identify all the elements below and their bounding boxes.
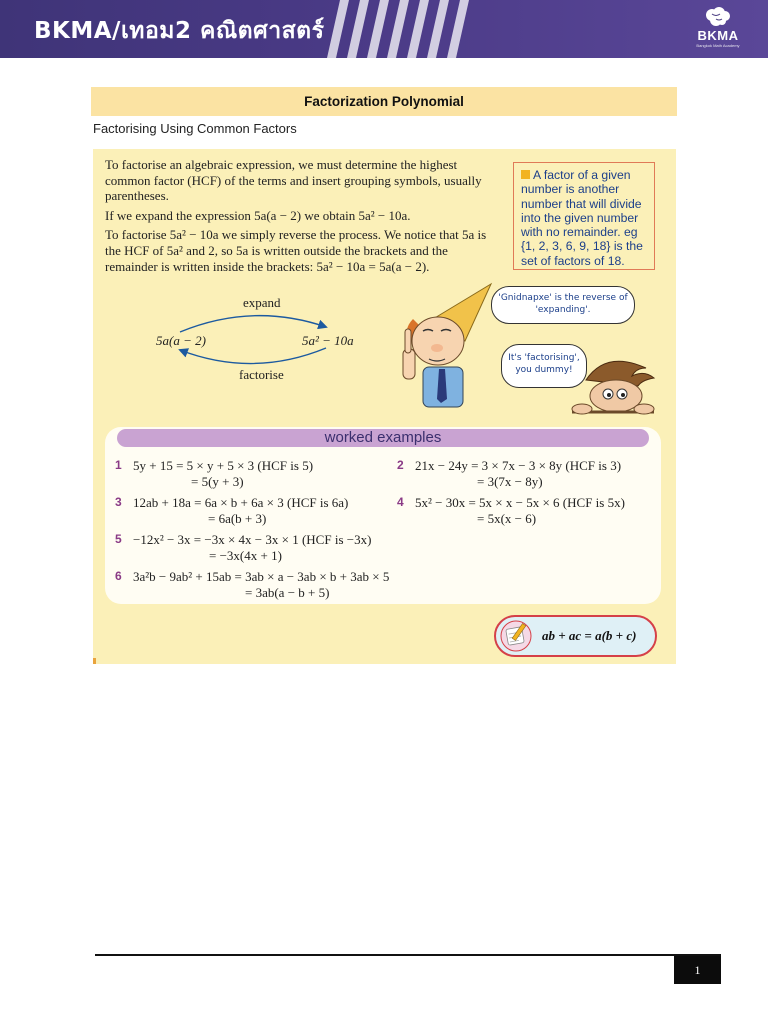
intro-paragraph-1: To factorise an algebraic expression, we must determine the highest common factor (HCF) of the terms and insert grouping symbols, usually parentheses. [105,157,482,204]
example-number: 1 [115,458,122,472]
example-line-2: = 6a(b + 3) [208,510,267,526]
example-number: 6 [115,569,122,583]
worked-examples-title: worked examples [324,429,442,446]
example-number: 4 [397,495,404,509]
left-expression: 5a(a − 2) [156,333,206,348]
subtopic-heading: Factorising Using Common Factors [93,121,297,136]
expand-arrow [180,316,326,332]
brain-icon [688,6,748,30]
example-line-2: = −3x(4x + 1) [209,547,282,563]
distributive-identity-pill [494,615,657,657]
page-number: 1 [674,956,721,984]
right-expression: 5a² − 10a [302,333,354,348]
expand-factorise-diagram [148,292,368,387]
panel-edge-mark [93,658,96,664]
banner-title: BKMA/เทอม2 คณิตศาสตร์ [34,18,325,44]
example-line-2: = 5(y + 3) [191,473,244,489]
cartoon-teacher-figure [393,279,498,414]
square-bullet-icon [521,170,530,179]
factorise-label: factorise [239,367,284,382]
example-line-2: = 3ab(a − b + 5) [245,584,330,600]
textbook-panel [93,149,676,664]
header-banner [0,0,768,58]
worked-examples-box [105,427,661,604]
speech-bubble-reverse: 'Gnidnapxe' is the reverse of 'expanding'. [491,286,635,324]
footer-rule [95,954,721,956]
example-line-1: 21x − 24y = 3 × 7x − 3 × 8y (HCF is 3) [415,458,622,473]
example-line-1: −12x² − 3x = −3x × 4x − 3x × 1 (HCF is −3x) [133,532,372,547]
example-number: 5 [115,532,122,546]
logo-subtext: Bangkok Math Academy [696,43,740,48]
cartoon-peeking-figure [568,354,658,416]
factorise-arrow [180,348,326,364]
topic-bar [91,87,677,116]
topic-title: Factorization Polynomial [304,94,464,109]
intro-text [105,157,497,278]
distributive-identity: ab + ac = a(b + c) [542,628,637,643]
factor-definition-box [513,162,655,270]
example-line-1: 12ab + 18a = 6a × b + 6a × 3 (HCF is 6a) [133,495,349,510]
example-number: 3 [115,495,122,509]
speech-bubble-factorising: It's 'factorising', you dummy! [501,344,587,388]
bkma-logo [688,6,748,52]
intro-paragraph-2: If we expand the expression 5a(a − 2) we obtain 5a² − 10a. [105,207,411,223]
example-number: 2 [397,458,404,472]
pencil-note-icon [499,619,533,653]
logo-text: BKMA [697,28,739,43]
intro-paragraph-3: To factorise 5a² − 10a we simply reverse the process. We notice that 5a is the HCF of 5a² and 2, so 5a is written outside the brackets and the remainder is written inside the brackets: 5a² − 10a = 5a(a − 2). [105,227,487,274]
example-line-1: 3a²b − 9ab² + 15ab = 3ab × a − 3ab × b + 3ab × 5 [133,569,390,584]
example-line-2: = 3(7x − 8y) [477,473,543,489]
example-line-2: = 5x(x − 6) [477,510,537,526]
example-line-1: 5x² − 30x = 5x × x − 5x × 6 (HCF is 5x) [415,495,625,510]
factor-definition-text: A factor of a given number is another number that will divide into the given number with no remainder. eg {1, 2, 3, 6, 9, 18} is the set of factors of 18. [521,168,643,268]
worked-examples-header [117,429,649,447]
example-line-1: 5y + 15 = 5 × y + 5 × 3 (HCF is 5) [133,458,314,473]
expand-label: expand [243,295,281,310]
